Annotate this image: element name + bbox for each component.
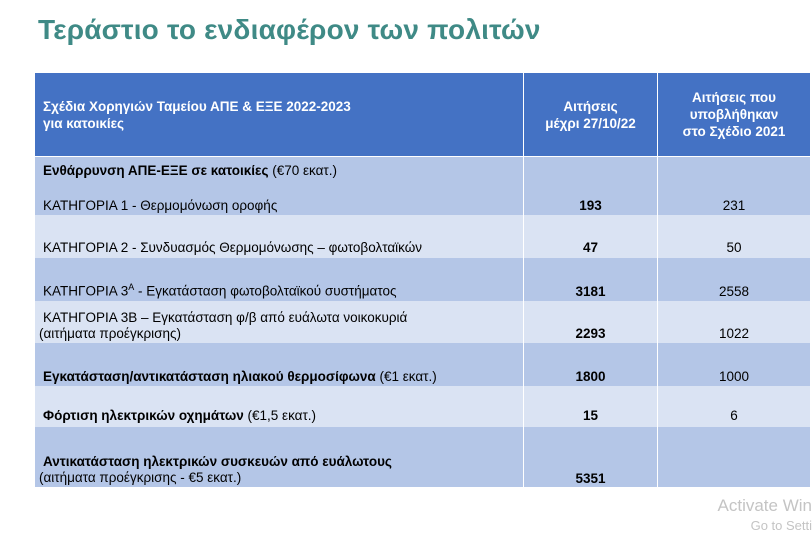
cell-2021: 231 xyxy=(658,185,811,215)
header-scheme: Σχέδια Χορηγιών Ταμείου ΑΠΕ & ΕΞΕ 2022-2023 για κατοικίες xyxy=(35,73,524,157)
table-row xyxy=(35,185,811,215)
table-row xyxy=(35,343,811,386)
page-title: Τεράστιο το ενδιαφέρον των πολιτών xyxy=(38,14,541,45)
cell-2021 xyxy=(658,427,811,487)
row-label: Φόρτιση ηλεκτρικών οχημάτων (€1,5 εκατ.) xyxy=(35,386,524,427)
row-label: ΚΑΤΗΓΟΡΙΑ 2 - Συνδυασμός Θερμομόνωσης – φωτοβολταϊκών xyxy=(35,215,524,258)
table-row xyxy=(35,427,811,487)
cell-2021 xyxy=(658,157,811,185)
table-header-row xyxy=(35,73,811,157)
cell-2022: 3181 xyxy=(524,258,658,301)
cell-2021: 1022 xyxy=(658,301,811,343)
cell-2022 xyxy=(524,157,658,185)
table-row xyxy=(35,386,811,427)
header-applications-2022: Αιτήσεις μέχρι 27/10/22 xyxy=(524,73,658,157)
header-applications-2021: Αιτήσεις που υποβλήθηκαν στο Σχέδιο 2021 xyxy=(658,73,811,157)
table-row xyxy=(35,258,811,301)
row-label: Εγκατάσταση/αντικατάσταση ηλιακού θερμοσίφωνα (€1 εκατ.) xyxy=(35,343,524,386)
cell-2021: 50 xyxy=(658,215,811,258)
cell-2021: 6 xyxy=(658,386,811,427)
row-label: Αντικατάσταση ηλεκτρικών συσκευών από ευάλωτους (αιτήματα προέγκρισης - €5 εκατ.) xyxy=(35,427,524,487)
cell-2021: 1000 xyxy=(658,343,811,386)
cell-2022: 15 xyxy=(524,386,658,427)
table-row xyxy=(35,157,811,185)
cell-2022: 2293 xyxy=(524,301,658,343)
grants-table xyxy=(34,72,811,487)
cell-2022: 5351 xyxy=(524,427,658,487)
row-label: ΚΑΤΗΓΟΡΙΑ 3Β – Εγκατάσταση φ/β από ευάλωτα νοικοκυριά (αιτήματα προέγκρισης) xyxy=(35,301,524,343)
row-label: Ενθάρρυνση ΑΠΕ-ΕΞΕ σε κατοικίες (€70 εκατ.) xyxy=(35,157,524,185)
cell-2022: 47 xyxy=(524,215,658,258)
row-label: ΚΑΤΗΓΟΡΙΑ $3^A$ - Εγκατάσταση φωτοβολταϊκού συστήματος xyxy=(35,258,524,301)
activate-windows-watermark: Activate Win Go to Setti xyxy=(717,496,812,533)
row-label: ΚΑΤΗΓΟΡΙΑ 1 - Θερμομόνωση οροφής xyxy=(35,185,524,215)
cell-2022: 193 xyxy=(524,185,658,215)
cell-2021: 2558 xyxy=(658,258,811,301)
table-row xyxy=(35,215,811,258)
table-row xyxy=(35,301,811,343)
cell-2022: 1800 xyxy=(524,343,658,386)
